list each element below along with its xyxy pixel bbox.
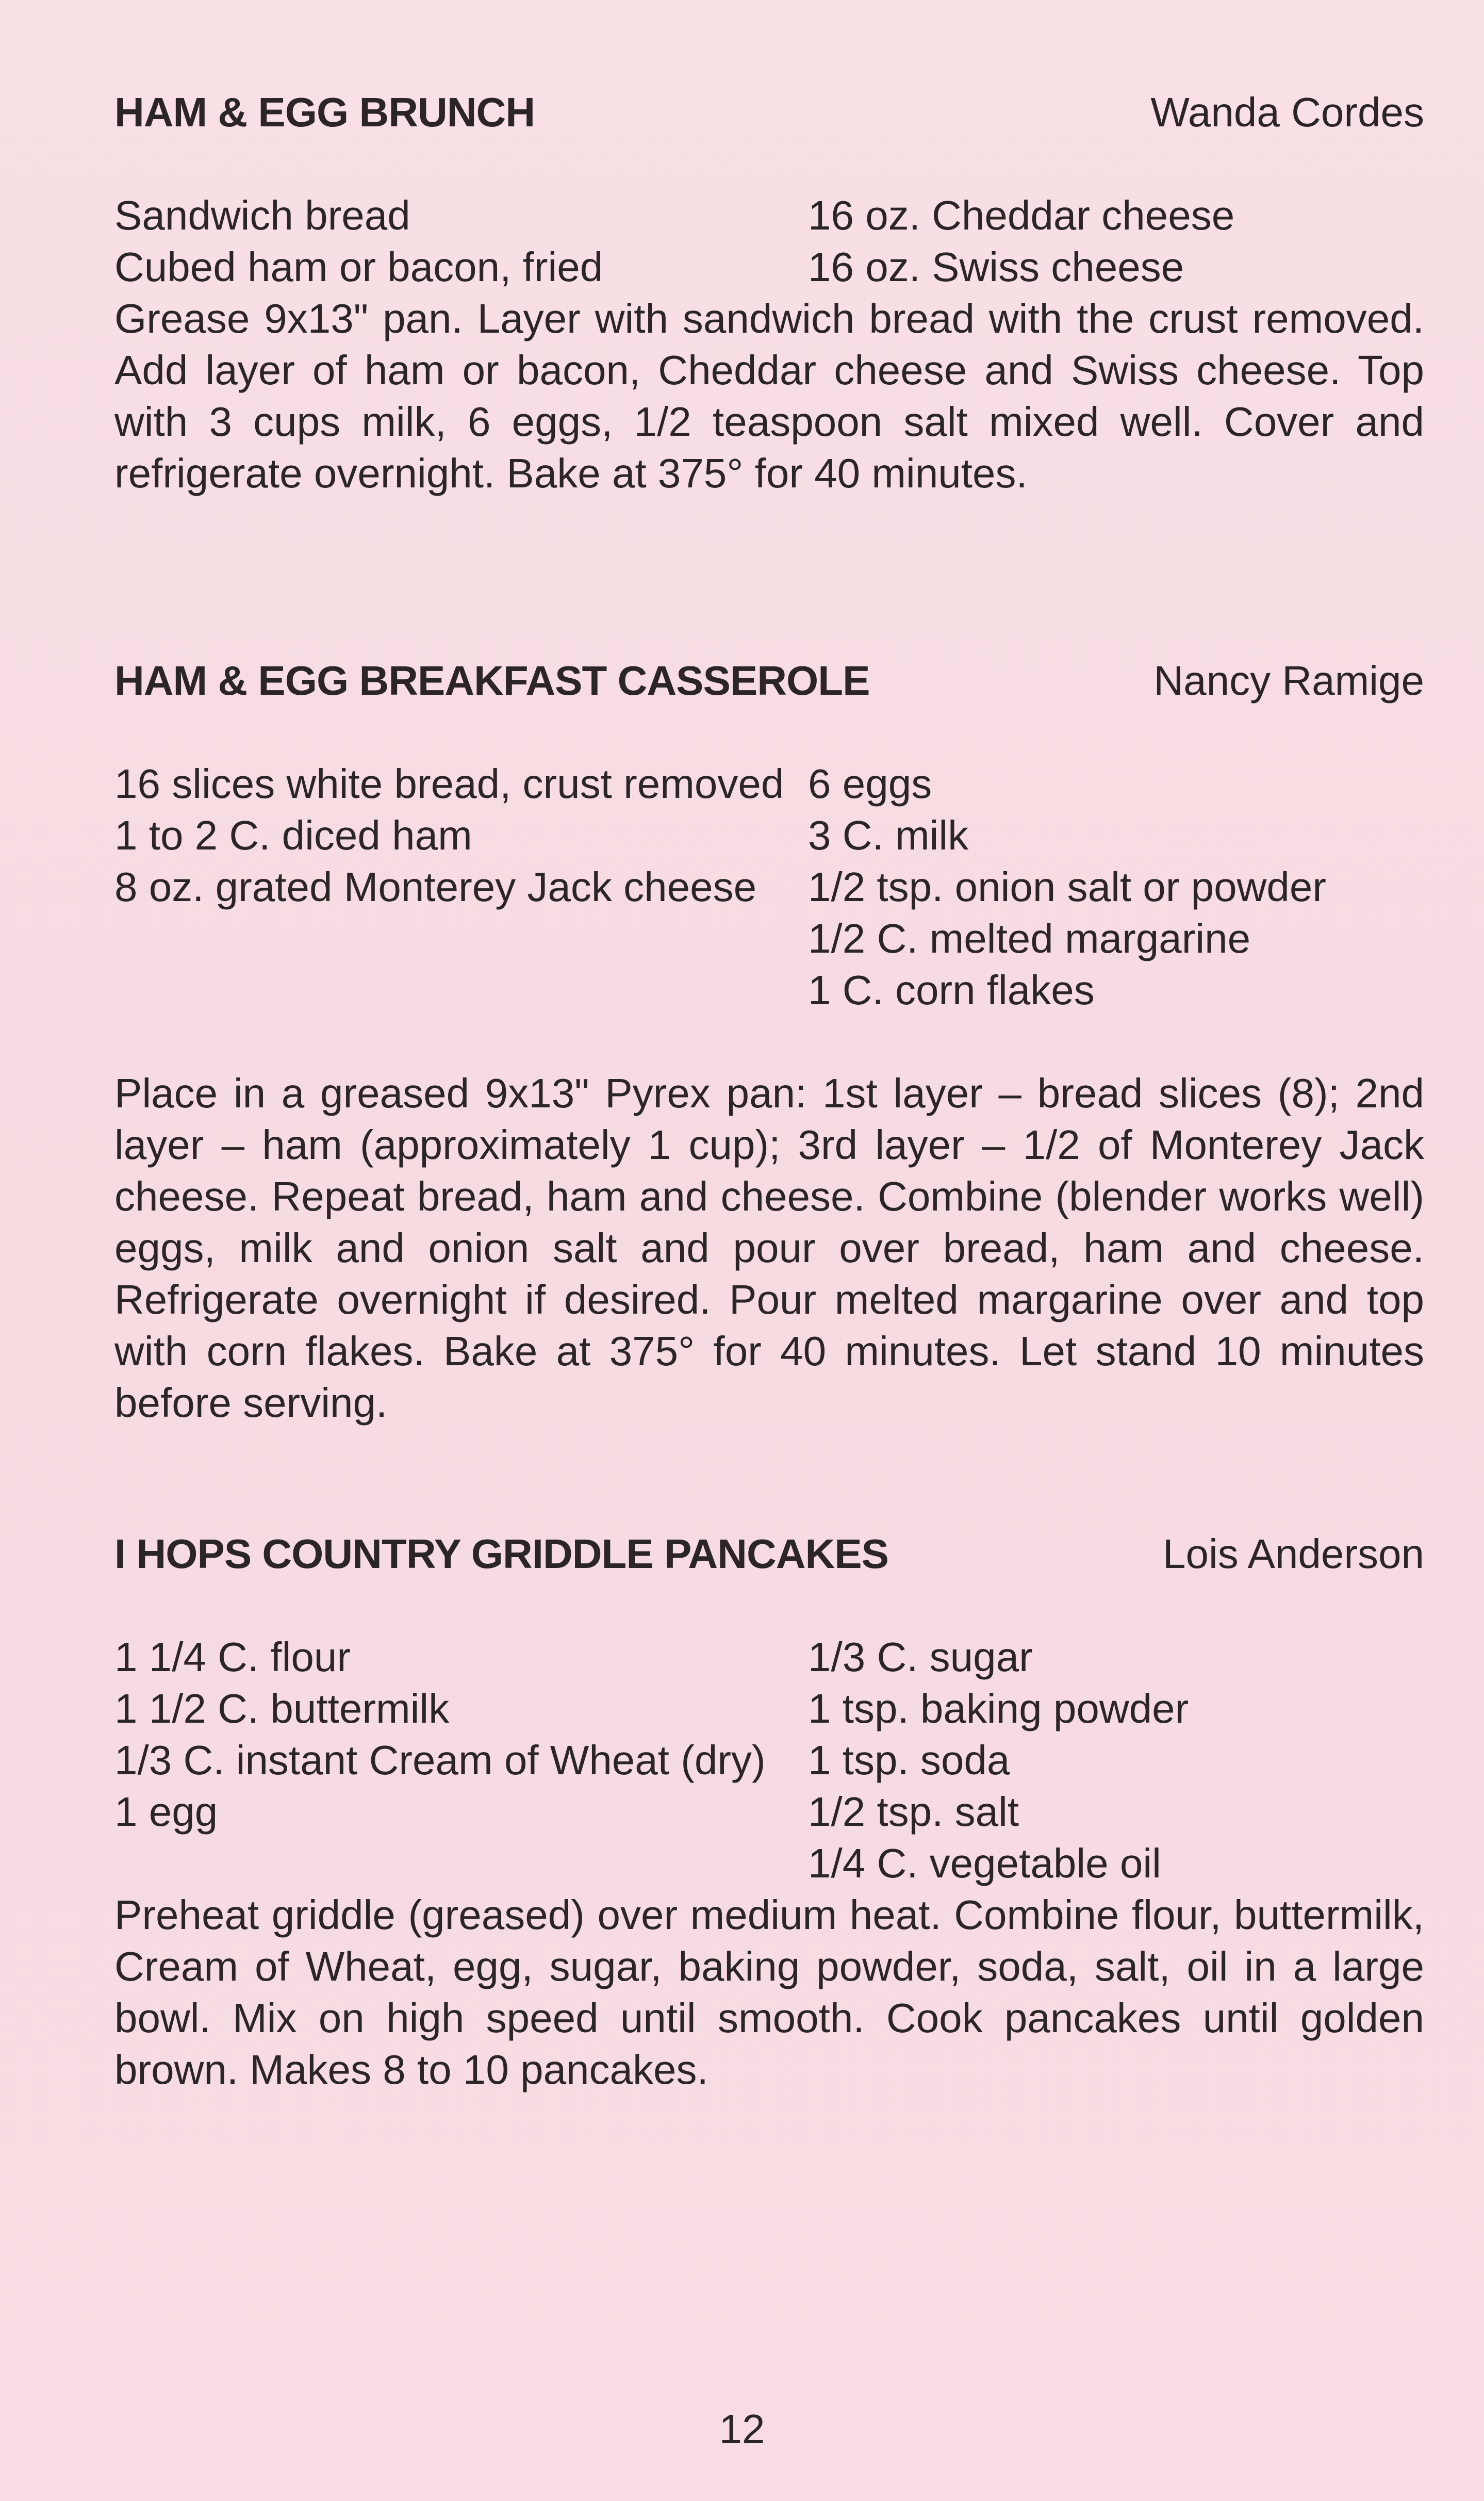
page-number: 12 (719, 2406, 765, 2452)
recipe-author: Wanda Cordes (1150, 89, 1424, 135)
recipe-ham-egg-brunch (114, 87, 1424, 499)
ingredient: 1 1/2 C. buttermilk (114, 1686, 450, 1731)
ingredient: 1 to 2 C. diced ham (114, 812, 472, 858)
ingredient: 1/2 tsp. salt (808, 1789, 1019, 1835)
recipe-header (114, 655, 1424, 707)
ingredients-right-column (808, 758, 1424, 1016)
ingredients-list (114, 190, 1424, 293)
recipe-title: HAM & EGG BRUNCH (114, 89, 535, 135)
ingredient: 1 C. corn flakes (808, 967, 1095, 1013)
ingredient: 1/3 C. instant Cream of Wheat (dry) (114, 1737, 766, 1783)
ingredient: Cubed ham or bacon, fried (114, 244, 603, 290)
ingredient: 3 C. milk (808, 812, 969, 858)
ingredient: 1 1/4 C. flour (114, 1634, 351, 1680)
ingredient: 1 tsp. soda (808, 1737, 1010, 1783)
recipe-author: Nancy Ramige (1153, 658, 1424, 704)
recipe-directions: Preheat griddle (greased) over medium heat. Combine flour, buttermilk, Cream of Wheat, egg, sugar, baking powder, soda, salt, oil in a large bowl. Mix on high speed until smooth. Cook pancakes until golden brown. Makes 8 to 10 pancakes. (114, 1892, 1424, 2093)
ingredient: 1/2 C. melted margarine (808, 916, 1251, 961)
recipe-author: Lois Anderson (1162, 1531, 1424, 1577)
ingredient: 16 slices white bread, crust removed (114, 761, 784, 807)
ingredients-right-column (808, 190, 1424, 293)
ingredient: 16 oz. Cheddar cheese (808, 192, 1235, 238)
ingredient: 1 egg (114, 1789, 218, 1835)
ingredient: 1/2 tsp. onion salt or powder (808, 864, 1327, 910)
ingredients-left-column (114, 190, 808, 293)
ingredient: 1/4 C. vegetable oil (808, 1840, 1161, 1886)
ingredients-left-column (114, 1631, 808, 1889)
ingredient: Sandwich bread (114, 192, 410, 238)
recipe-title: HAM & EGG BREAKFAST CASSEROLE (114, 658, 870, 704)
recipe-directions: Place in a greased 9x13" Pyrex pan: 1st layer – bread slices (8); 2nd layer – ham (approximately 1 cup); 3rd layer – 1/2 of Monterey Jack cheese. Repeat bread, ham and cheese. Combine (blender works well) eggs, milk and onion salt and pour over bread, ham and cheese. Refrigerate overnight if desired. Pour melted margarine over and top with corn flakes. Bake at 375° for 40 minutes. Let stand 10 minutes before serving. (114, 1070, 1424, 1426)
ingredient: 1/3 C. sugar (808, 1634, 1033, 1680)
recipe-ihops-country-griddle-pancakes (114, 1528, 1424, 2096)
ingredients-right-column (808, 1631, 1424, 1889)
recipe-title: I HOPS COUNTRY GRIDDLE PANCAKES (114, 1531, 888, 1577)
recipe-header (114, 87, 1424, 138)
ingredients-left-column (114, 758, 808, 1016)
ingredients-list (114, 1631, 1424, 1889)
ingredient: 16 oz. Swiss cheese (808, 244, 1184, 290)
recipe-directions: Grease 9x13" pan. Layer with sandwich bread with the crust removed. Add layer of ham or bacon, Cheddar cheese and Swiss cheese. Top with 3 cups milk, 6 eggs, 1/2 teaspoon salt mixed well. Cover and refrigerate overnight. Bake at 375° for 40 minutes. (114, 296, 1424, 496)
ingredient: 6 eggs (808, 761, 932, 807)
recipe-ham-egg-breakfast-casserole (114, 655, 1424, 1429)
ingredient: 1 tsp. baking powder (808, 1686, 1189, 1731)
ingredients-list (114, 758, 1424, 1016)
recipe-header (114, 1528, 1424, 1580)
ingredient: 8 oz. grated Monterey Jack cheese (114, 864, 757, 910)
